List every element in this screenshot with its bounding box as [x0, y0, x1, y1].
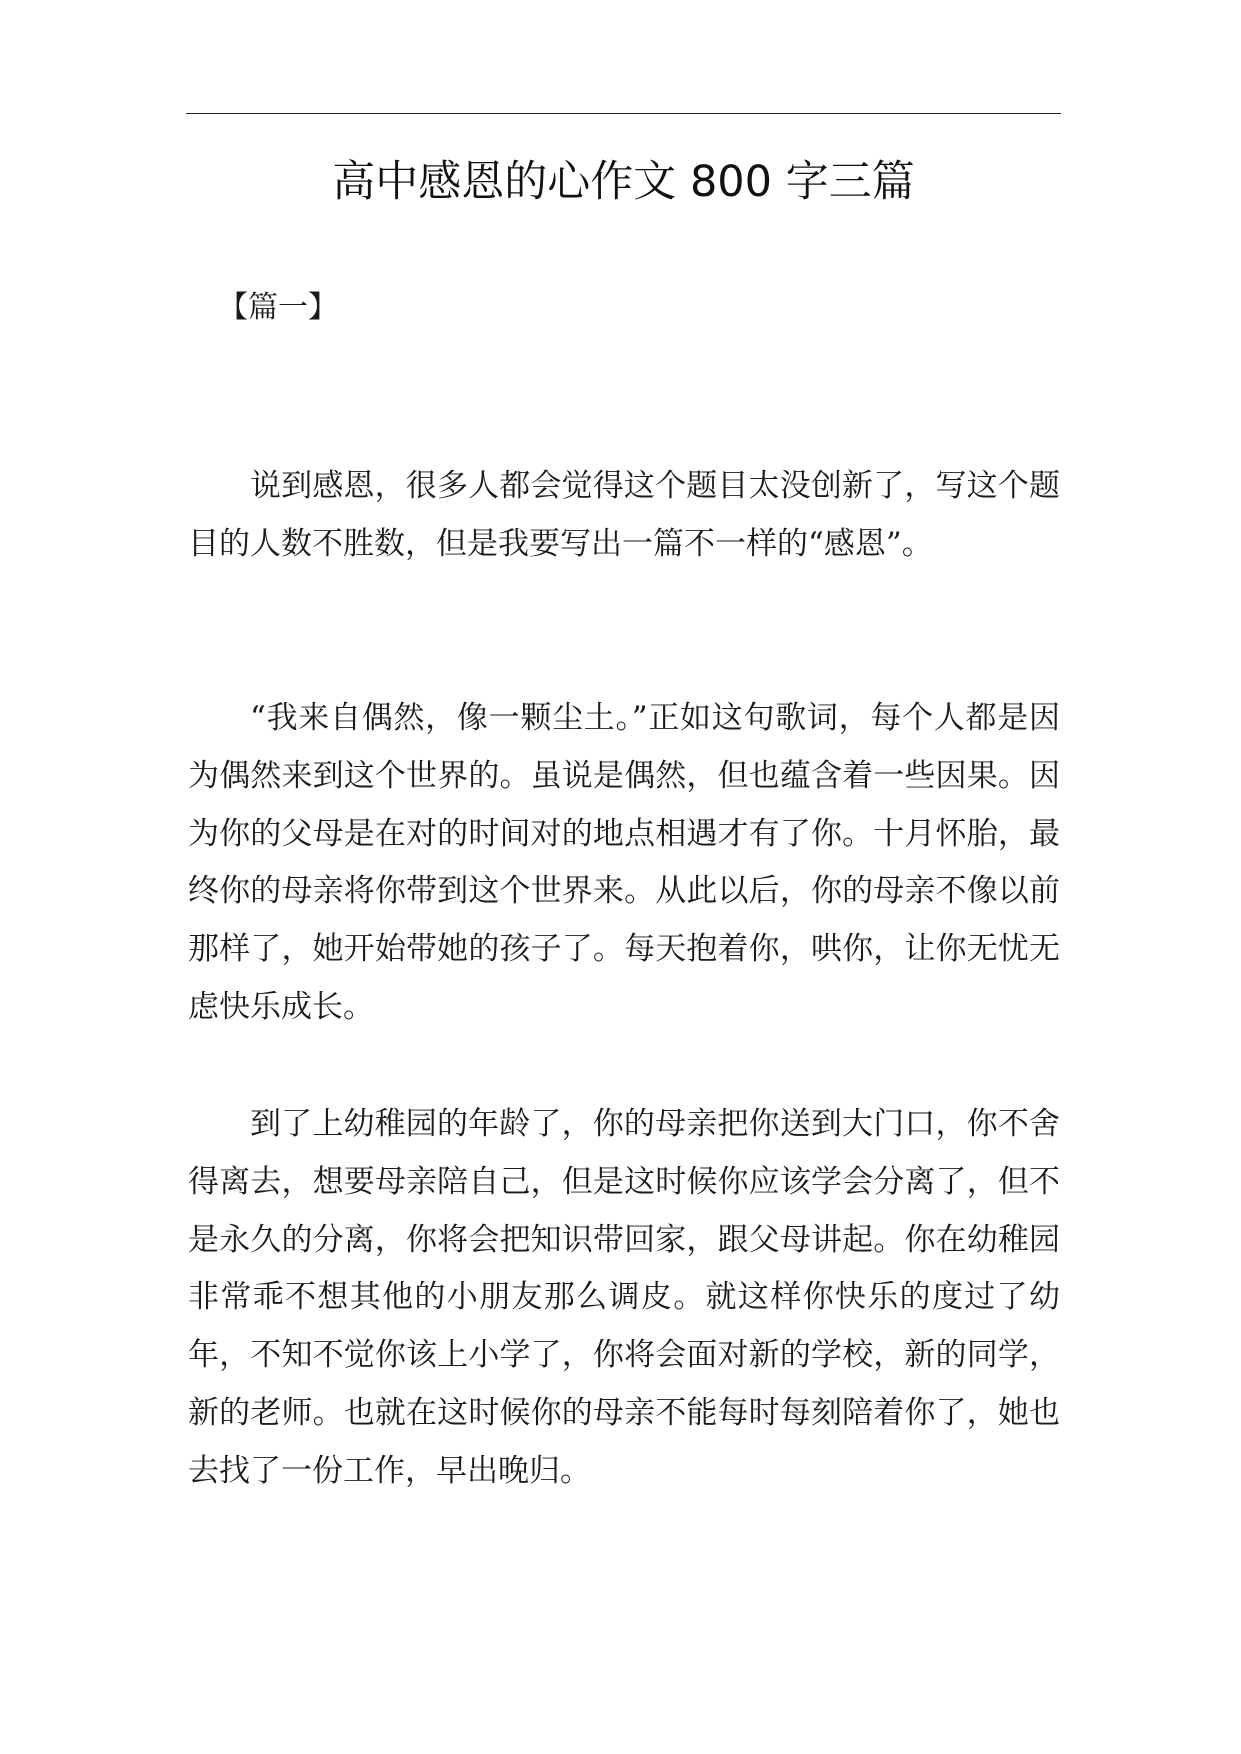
document-title: 高中感恩的心作文 800 字三篇 [332, 157, 915, 207]
header-rule [186, 113, 1061, 114]
section-label: 【篇一】 [218, 290, 338, 325]
paragraph-3: 到了上幼稚园的年龄了，你的母亲把你送到大门口，你不舍得离去，想要母亲陪自己，但是这时候你应该学会分离了，但不是永久的分离，你将会把知识带回家，跟父母讲起。你在幼稚园非常乖不想其他的小朋友那么调皮。就这样你快乐的度过了幼年，不知不觉你该上小学了，你将会面对新的学校，新的同学，新的老师。也就在这时候你的母亲不能每时每刻陪着你了，她也去找了一份工作，早出晚归。 [188, 1106, 1060, 1489]
paragraph-2: “我来自偶然，像一颗尘土。”正如这句歌词，每个人都是因为偶然来到这个世界的。虽说是偶然，但也蕴含着一些因果。因为你的父母是在对的时间对的地点相遇才有了你。十月怀胎，最终你的母亲将你带到这个世界来。从此以后，你的母亲不像以前那样了，她开始带她的孩子了。每天抱着你，哄你，让你无忧无虑快乐成长。 [188, 700, 1060, 1025]
paragraph-1: 说到感恩，很多人都会觉得这个题目太没创新了，写这个题目的人数不胜数，但是我要写出一篇不一样的“感恩”。 [188, 468, 1060, 562]
